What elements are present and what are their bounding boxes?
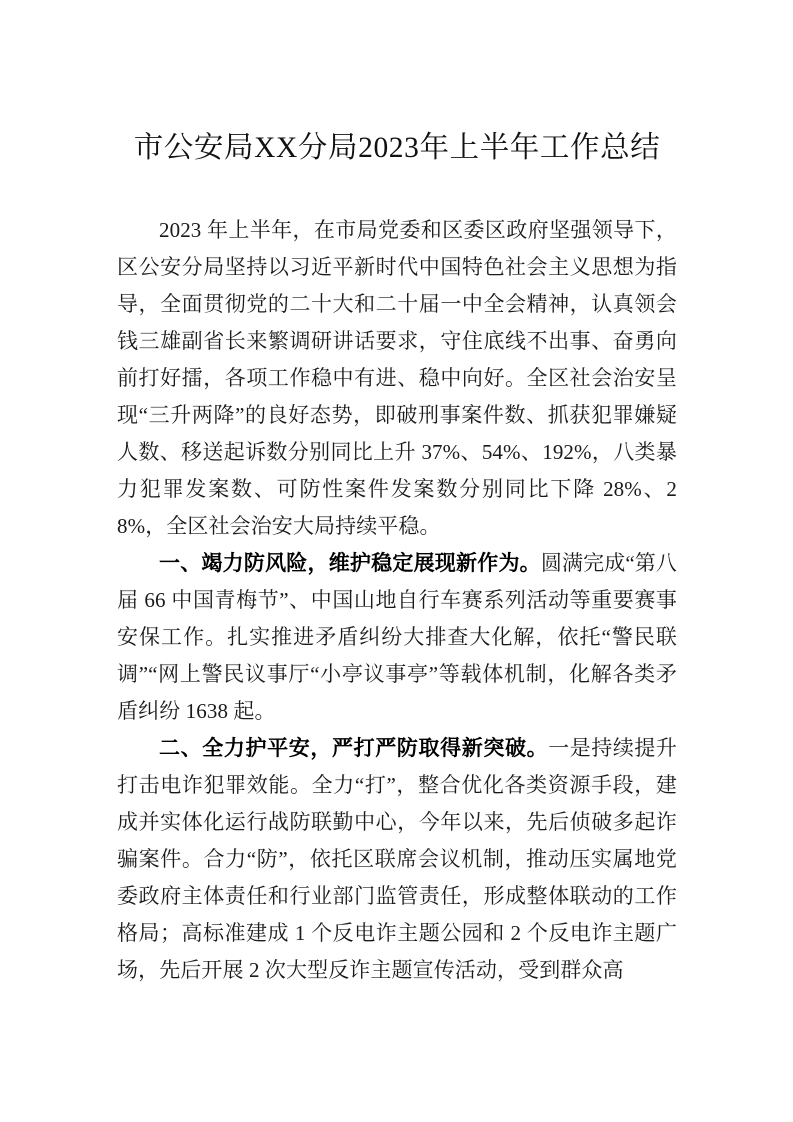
- paragraph-section-two: [117, 730, 677, 989]
- section-two-heading: 二、全力护平安，严打严防取得新突破。: [159, 737, 549, 760]
- document-body: [117, 212, 677, 989]
- section-one-heading: 一、竭力防风险，维护稳定展现新作为。: [159, 552, 541, 575]
- section-one-text: 圆满完成“第八届 66 中国青梅节”、中国山地自行车赛系列活动等重要赛事安保工作。扎实推进矛盾纠纷大排查大化解，依托“警民联调”“网上警民议事厅“小亭议事亭”等载体机制，化解各类矛盾纠纷 1638 起。: [117, 551, 677, 723]
- paragraph-intro-text: 2023 年上半年，在市局党委和区委区政府坚强领导下，区公安分局坚持以习近平新时代中国特色社会主义思想为指导，全面贯彻党的二十大和二十届一中全会精神，认真领会钱三雄副省长来繁调研讲话要求，守住底线不出事、奋勇向前打好擂，各项工作稳中有进、稳中向好。全区社会治安呈现“三升两降”的良好态势，即破刑事案件数、抓获犯罪嫌疑人数、移送起诉数分别同比上升 37%、54%、192%，八类暴力犯罪发案数、可防性案件发案数分别同比下降 28%、28%，全区社会治安大局持续平稳。: [117, 218, 677, 538]
- section-two-text: 一是持续提升打击电诈犯罪效能。全力“打”，整合优化各类资源手段，建成并实体化运行战防联勤中心，今年以来，先后侦破多起诈骗案件。合力“防”，依托区联席会议机制，推动压实属地党委政府主体责任和行业部门监管责任，形成整体联动的工作格局；高标准建成 1 个反电诈主题公园和 2 个反电诈主题广场，先后开展 2 次大型反诈主题宣传活动，受到群众高: [117, 736, 677, 982]
- page-title: 市公安局XX分局2023年上半年工作总结: [133, 132, 661, 164]
- paragraph-intro: [117, 212, 677, 545]
- paragraph-section-one: [117, 545, 677, 730]
